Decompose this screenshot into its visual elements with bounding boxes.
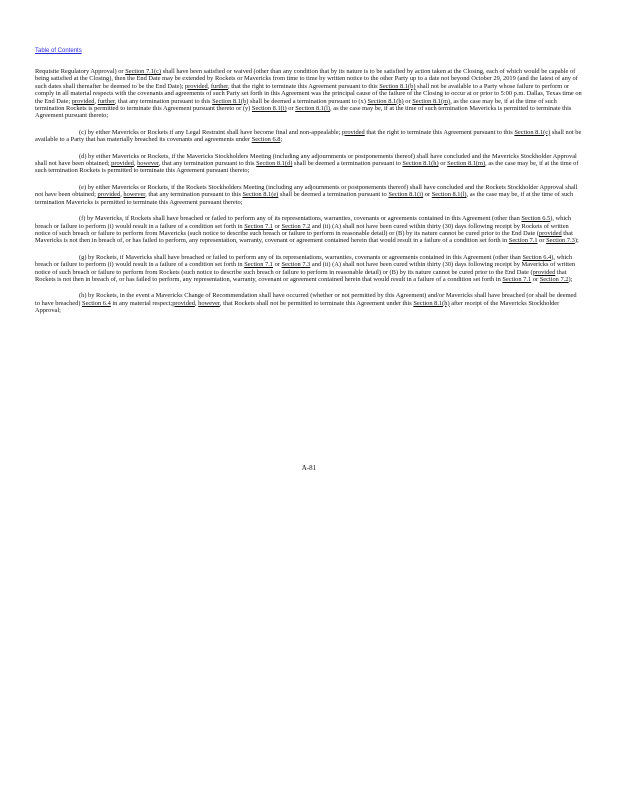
xref-link[interactable]: Section 6.4 — [82, 299, 111, 307]
paragraph-d: (d) by either Mavericks or Rockets, if the Mavericks Stockholders Meeting (including any adjournments or postponements thereof) shall have concluded and the Mavericks Stockholder Approval shall not have been obtained; provided, however, that any termination pursuant to this Section 8.1(d) shall be deemed a termination pursuant to Section 8.1(h) or Section 8.1(m), as the case may be, if at the time of such termination Rockets is permitted to terminate this Agreement pursuant thereto; — [35, 152, 579, 175]
xref-link[interactable]: Section 6.4 — [522, 253, 552, 261]
xref-link[interactable]: Section 8.1(b) — [379, 82, 416, 90]
xref-link[interactable]: Section 6.8 — [251, 136, 281, 144]
paragraph-g: (g) by Rockets, if Mavericks shall have breached or failed to perform any of its representations, warranties, covenants or agreements contained in this Agreement (other than Section 6.4), which breach or failure to perform (i) would result in a failure of a condition set forth in Section 7.1 or Section 7.3 and (ii) (A) shall not have been cured within thirty (30) days following receipt by Mavericks of written notice of such breach or failure to perform from Rockets (such notice to describe such breach or failure to perform in reasonable detail) or (B) by its nature cannot be cured prior to the End Date (provided that Rockets is not then in breach of, or has failed to perform, any representation, warranty, covenant or agreement contained herein that would result in a failure of a condition set forth in Section 7.1 or Section 7.2); — [35, 253, 576, 283]
paragraph-f: (f) by Mavericks, if Rockets shall have breached or failed to perform any of its representations, warranties, covenants or agreements contained in this Agreement (other than Section 6.5), which breach or failure to perform (i) would result in a failure of a condition set forth in Section 7.1 or Section 7.2 and (ii) (A) shall not have been cured within thirty (30) days following receipt by Rockets of written notice of such breach or failure to perform from Mavericks (such notice to describe such breach or failure to perform in reasonable detail) or (B) by its nature cannot be cured prior to the End Date (provided that Mavericks is not then in breach of, or has failed to perform, any representation, warranty, covenant or agreement contained herein that would result in a failure of a condition set forth in Section 7.1 or Section 7.3); — [35, 215, 579, 245]
xref-link[interactable]: Section 8.1(i) — [251, 105, 287, 113]
xref-link[interactable]: Section 8.1(h) — [367, 97, 404, 105]
xref-link[interactable]: Section 8.1(e) — [242, 191, 279, 199]
xref-link[interactable]: Section 8.1(l) — [431, 191, 467, 199]
paragraph-c: (c) by either Mavericks or Rockets if any Legal Restraint shall have become final and non-appealable; provided that the right to terminate this Agreement pursuant to this Section 8.1(c) shall not be available to a Party that has materially breached its covenants and agreements under Section 6.8; — [35, 128, 582, 144]
xref-link[interactable]: Section 8.1(h) — [413, 299, 450, 307]
xref-link[interactable]: Section 8.1(m) — [412, 97, 451, 105]
xref-link[interactable]: Section 7.1 — [244, 222, 273, 230]
xref-link[interactable]: Section 7.1 — [508, 237, 538, 245]
document-body — [35, 68, 583, 324]
xref-link[interactable]: Section 8.1(b) — [212, 97, 249, 105]
paragraph-h: (h) by Rockets, in the event a Mavericks Change of Recommendation shall have occurred (whether or not permitted by this Agreement) and/or Mavericks shall have breached (or shall be deemed to have breached) Section 6.4 in any material respect;provided, however, that Rockets shall not be permitted to terminate this Agreement under this Section 8.1(h) after receipt of the Mavericks Stockholder Approval; — [35, 292, 577, 315]
xref-link[interactable]: Section 7.2 — [539, 275, 569, 283]
xref-link[interactable]: Section 7.3 — [281, 261, 311, 269]
xref-link[interactable]: Section 8.1(l) — [295, 105, 331, 113]
xref-link[interactable]: Section 8.1(m) — [447, 160, 486, 168]
xref-link[interactable]: Section 8.1(i) — [388, 191, 424, 199]
xref-link[interactable]: Section 7.2 — [281, 222, 311, 230]
xref-link[interactable]: Section 7.1 — [244, 261, 273, 269]
xref-link[interactable]: Section 8.1(h) — [402, 160, 439, 168]
xref-link[interactable]: Section 7.1 — [502, 275, 532, 283]
xref-link[interactable]: Section 6.5 — [521, 215, 551, 223]
paragraph-b-continued: Requisite Regulatory Approval) or Section 7.1(c) shall have been satisfied or waived (other than any condition that by its nature is to be satisfied by action taken at the Closing, each of which would be capable of being satisfied at the Closing), then the End Date may be extended by Rockets or Mavericks from time to time by written notice to the other Party up to a date not beyond October 29, 2019 (and the latest of any of such dates shall thereafter be deemed to be the End Date); provided, further, that the right to terminate this Agreement pursuant to this Section 8.1(b) shall not be available to a Party whose failure to perform or comply in all material respects with the covenants and agreements of such Party set forth in this Agreement was the principal cause of the failure of the Closing to occur at or prior to 5:00 p.m. Dallas, Texas time on the End Date; provided, further, that any termination pursuant to this Section 8.1(b) shall be deemed a termination pursuant to (x) Section 8.1(h) or Section 8.1(m), as the case may be, if at the time of such termination Rockets is permitted to terminate this Agreement pursuant thereto or (y) Section 8.1(i) or Section 8.1(l), as the case may be, if at the time of such termination Mavericks is permitted to terminate this Agreement pursuant thereto; — [35, 68, 582, 120]
paragraph-e: (e) by either Mavericks or Rockets, if the Rockets Stockholders Meeting (including any adjournments or postponements thereof) shall have concluded and the Rockets Stockholder Approval shall not have been obtained; provided, however, that any termination pursuant to this Section 8.1(e) shall be deemed a termination pursuant to Section 8.1(i) or Section 8.1(l), as the case may be, if at the time of such termination Mavericks is permitted to terminate this Agreement pursuant thereto; — [35, 183, 578, 206]
xref-link[interactable]: Section 8.1(c) — [514, 128, 551, 136]
xref-link[interactable]: Section 8.1(d) — [256, 160, 293, 168]
table-of-contents-link[interactable]: Table of Contents — [35, 48, 82, 54]
xref-link[interactable]: Section 7.3 — [546, 237, 575, 245]
xref-link[interactable]: Section 7.1(c) — [125, 68, 162, 75]
page-number: A-81 — [301, 464, 317, 472]
